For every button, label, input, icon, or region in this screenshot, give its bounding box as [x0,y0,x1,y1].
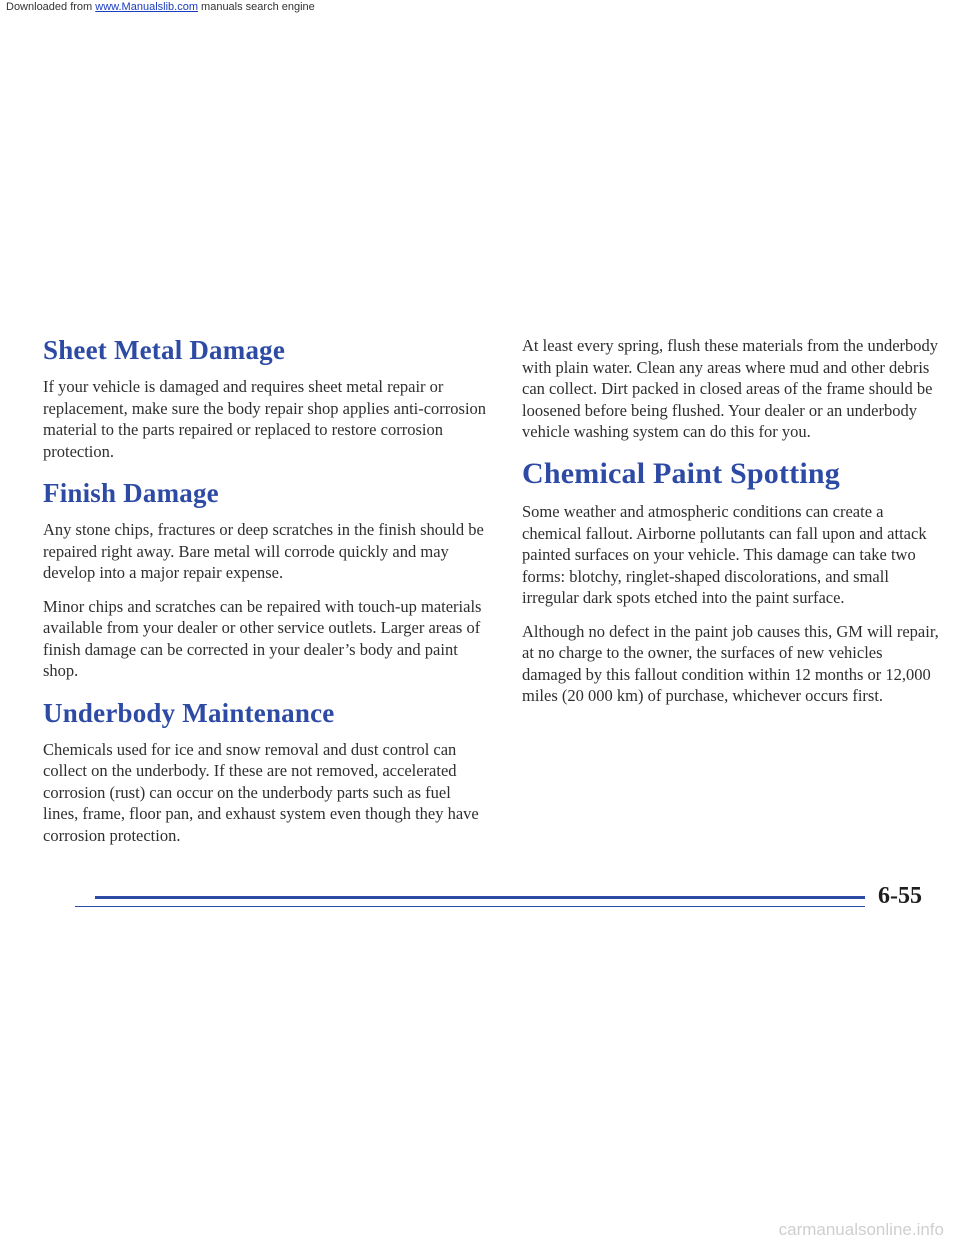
watermark: carmanualsonline.info [778,1220,944,1239]
underbody-heading: Underbody Maintenance [43,697,335,728]
manualslib-link[interactable]: www.Manualslib.com [95,1,198,13]
footer-rule-thick [95,896,865,899]
right-column [522,335,942,719]
sheet-metal-paragraph: If your vehicle is damaged and requires sheet metal repair or replacement, make sure the body repair shop applies anti-corrosion material to the parts repaired or replaced to restore corrosion protection. [43,377,487,461]
underbody-continued-paragraph: At least every spring, flush these materials from the underbody with plain water. Clean any areas where mud and other debris can collect. Dirt packed in closed areas of the frame should be loosened before being flushed. Your dealer or an underbody vehicle washing system can do this for you. [522,336,939,441]
page-number: 6-55 [878,883,922,909]
finish-damage-paragraph-2: Minor chips and scratches can be repaired with touch-up materials available from your dealer or other service outlets. Larger areas of finish damage can be corrected in your dealer’s body and paint shop. [43,596,482,681]
footer-rule-thin [75,906,865,907]
finish-damage-paragraph-1: Any stone chips, fractures or deep scratches in the finish should be repaired right away. Bare metal will corrode quickly and may develop into a major repair expense. [43,520,484,583]
chemical-paint-paragraph-1: Some weather and atmospheric conditions can create a chemical fallout. Airborne pollutants can fall upon and attack painted surfaces on your vehicle. This damage can take two forms: blotchy, ringlet-shaped discolorations, and small irregular dark spots etched into the paint surface. [522,502,927,607]
underbody-paragraph: Chemicals used for ice and snow removal and dust control can collect on the underbody. If these are not removed, accelerated corrosion (rust) can occur on the underbody parts such as fuel lines, frame, floor pan, and exhaust system even though they have corrosion protection. [43,739,479,845]
banner-suffix: manuals search engine [197,1,315,13]
download-banner [6,1,315,13]
left-column [43,335,488,858]
sheet-metal-heading: Sheet Metal Damage [43,335,286,365]
chemical-paint-heading: Chemical Paint Spotting [522,456,840,490]
chemical-paint-paragraph-2: Although no defect in the paint job causes this, GM will repair, at no charge to the owner, the surfaces of new vehicles damaged by this fallout condition within 12 months or 12,000 miles (20 000 km) of purchase, whichever occurs first. [522,621,939,705]
finish-damage-heading: Finish Damage [43,478,219,509]
banner-prefix: Downloaded from [6,1,96,13]
